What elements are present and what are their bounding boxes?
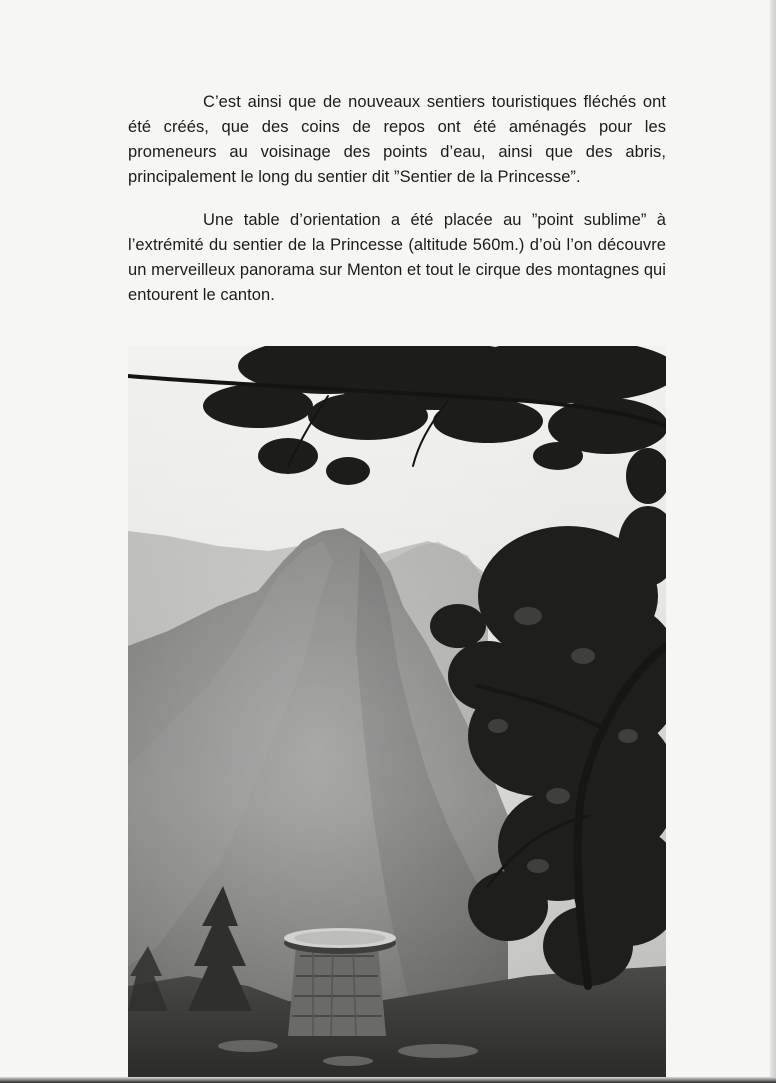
paragraph-text: C’est ainsi que de nouveaux sentiers touristiques fléchés ont été créés, que des coins de repos ont été aménagés pour les promeneurs au voisinage des points d’eau, ainsi que des abris, principalement le long du sentier dit ”Sentier de la Princesse”. [128,93,666,186]
paragraph-orientation-table [128,208,666,308]
page-bottom-shadow [0,1077,776,1083]
paragraph-text: Une table d’orientation a été placée au ”point sublime” à l’extrémité du sentier de la Princesse (altitude 560m.) d’où l’on découvre un merveilleux panorama sur Menton et tout le cirque des montagnes qui entourent le canton. [128,211,666,304]
paragraph-trails [128,90,666,190]
orientation-table [284,928,396,1036]
page-edge-shadow [770,0,776,1083]
photograph-mountain-panorama [128,346,666,1080]
